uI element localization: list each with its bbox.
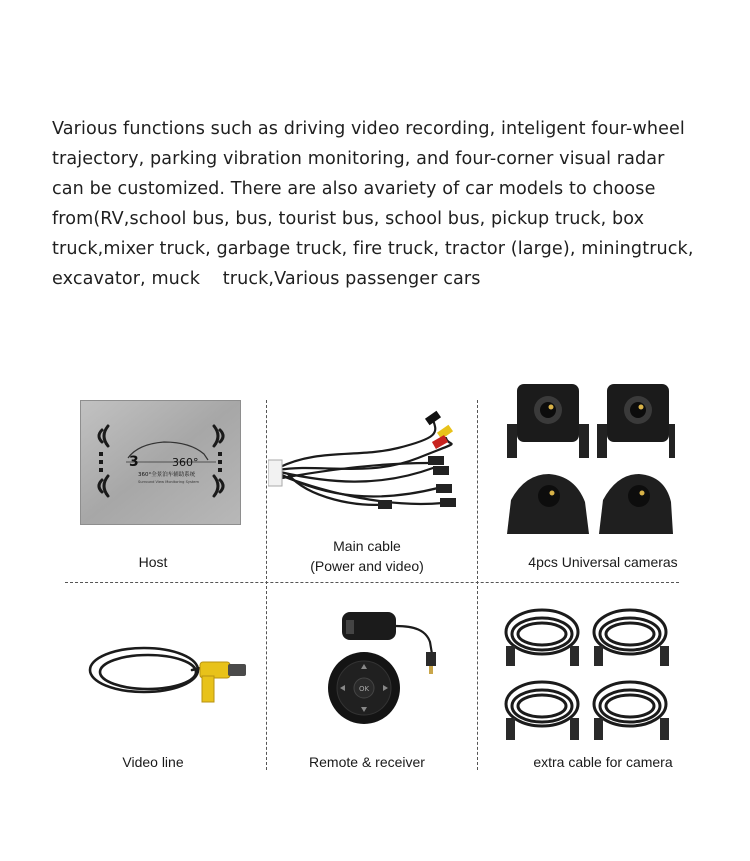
host-subtitle-en: Surround View Monitoring System [138, 480, 199, 484]
camera-bracket-2 [597, 384, 675, 458]
video-line-caption: Video line [122, 754, 184, 770]
remote-receiver-image [322, 608, 446, 728]
main-cable-caption-line1: Main cable [333, 538, 401, 554]
main-cable-image [268, 408, 473, 518]
host-logo-text: 360° [172, 456, 199, 469]
extra-cable-caption: extra cable for camera [533, 754, 673, 770]
camera-dome-2 [599, 474, 673, 534]
cameras-image [505, 382, 675, 538]
host-logo-number: 3 [129, 454, 139, 470]
host-box-image [80, 400, 241, 525]
extra-cable-image [502, 600, 674, 750]
remote-caption: Remote & receiver [309, 754, 425, 770]
main-cable-caption-line2: (Power and video) [310, 558, 424, 574]
video-line-image [82, 636, 250, 706]
description-line: can be customized. There are also avariety of car models to choose [52, 179, 656, 199]
grid-divider-horizontal [65, 582, 679, 583]
description-text [52, 114, 732, 294]
description-line: trajectory, parking vibration monitoring, and four-corner visual radar [52, 149, 665, 169]
camera-dome-1 [507, 474, 589, 534]
description-line: excavator, muck truck,Various passenger cars [52, 269, 481, 289]
grid-divider-vertical [477, 400, 478, 770]
cameras-caption: 4pcs Universal cameras [528, 554, 678, 570]
grid-divider-vertical [266, 400, 267, 770]
description-line: Various functions such as driving video recording, inteligent four-wheel [52, 119, 685, 139]
host-subtitle-cn: 360°全景泊车辅助系统 [138, 472, 196, 478]
description-line: truck,mixer truck, garbage truck, fire truck, tractor (large), miningtruck, [52, 239, 694, 259]
host-caption: Host [138, 554, 168, 570]
main-cable-caption [283, 536, 451, 576]
description-line: from(RV,school bus, bus, tourist bus, school bus, pickup truck, box [52, 209, 645, 229]
camera-bracket-1 [507, 384, 589, 458]
remote-ok-label: OK [358, 685, 370, 693]
